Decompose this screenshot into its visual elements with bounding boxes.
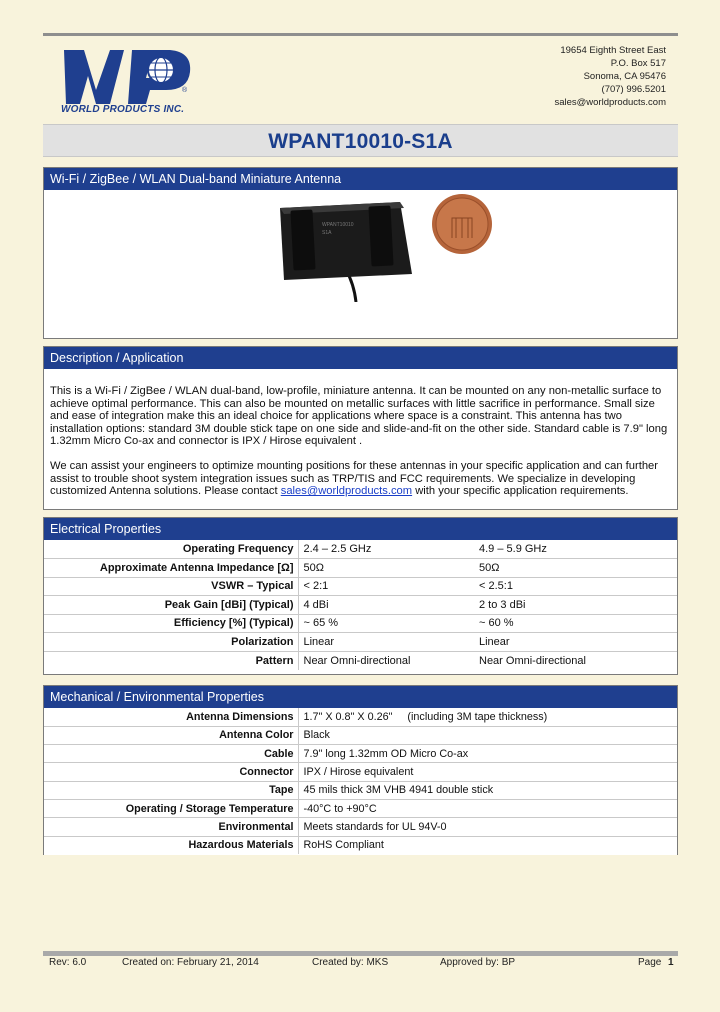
product-section [43,167,678,339]
footer [43,956,678,970]
sales-email-link[interactable]: sales@worldproducts.com [280,485,413,498]
property-value-band1: Near Omni-directional [303,654,411,667]
table-row [44,614,677,633]
page-number: 1 [668,957,674,968]
header [43,38,678,124]
description-paragraph: This is a Wi-Fi / ZigBee / WLAN dual-band, low-profile, miniature antenna. It can be mounted on any non-metallic surface to achieve optimal performance. This can also be mounted on metallic surfaces with little sacrifice in performance. Small size and ease of integration make this an ideal choice for applications where space is a constraint. This antenna has two installation options: standard 3M double stick tape on one side and slide-and-fit on the other side. Standard cable is 7.9" long 1.32mm Micro Co-ax and connector is IPX / Hirose equivalent . [50,385,668,448]
mechanical-section-heading: Mechanical / Environmental Properties [44,686,677,708]
table-row [44,781,677,799]
property-value-band1: < 2:1 [298,577,474,596]
table-row [44,596,677,615]
contact-text-end: with your specific application requirements. [412,485,629,498]
electrical-table [44,540,677,670]
email-line[interactable]: sales@worldproducts.com [554,97,666,108]
property-label: Approximate Antenna Impedance [Ω] [44,559,298,578]
property-value: Black [298,726,677,744]
table-row [44,708,677,726]
table-row [44,633,677,652]
property-value-band2: 50Ω [474,559,677,578]
table-row [44,836,677,854]
property-value-band1: 4 dBi [298,596,474,615]
property-value-band2: Linear [474,633,677,652]
property-label: VSWR – Typical [44,577,298,596]
property-label: Hazardous Materials [44,836,298,854]
table-row [44,651,677,670]
description-body [44,369,677,498]
address-line: P.O. Box 517 [610,58,666,69]
description-section-heading: Description / Application [44,347,677,369]
description-section [43,346,678,510]
address-line: Sonoma, CA 95476 [583,71,666,82]
property-label: Operating / Storage Temperature [44,799,298,817]
property-value-band1: 50Ω [298,559,474,578]
property-label: Antenna Color [44,726,298,744]
product-section-heading: Wi-Fi / ZigBee / WLAN Dual-band Miniature Antenna [44,168,677,190]
property-value: 1.7" X 0.8" X 0.26" (including 3M tape thickness) [298,708,677,726]
property-value: 7.9" long 1.32mm OD Micro Co-ax [298,745,677,763]
property-value-band2: Near Omni-directional [479,654,586,667]
property-value-band2: 4.9 – 5.9 GHz [474,540,677,559]
property-label: Efficiency [%] (Typical) [44,614,298,633]
property-label: Peak Gain [dBi] (Typical) [44,596,298,615]
title-band [43,124,678,157]
contact-text: We can assist your engineers to optimize mounting positions for these antennas in your specific application and can further assist to trouble shoot system integration issues such as TRP/TIS and FCC requirements. We specialize in developing customized Antenna solutions. Please contact [50,459,658,498]
property-value-band1: ~ 65 % [298,614,474,633]
property-label: Connector [44,763,298,781]
top-rule [43,33,678,36]
created-by: Created by: MKS [312,957,389,968]
description-paragraph [50,460,671,498]
electrical-section [43,517,678,675]
property-value-band1: Linear [298,633,474,652]
company-address [554,44,666,109]
page-label: Page [638,957,662,968]
table-row [44,818,677,836]
table-row [44,540,677,559]
mechanical-section [43,685,678,855]
created-on: Created on: February 21, 2014 [122,957,259,968]
property-value: 45 mils thick 3M VHB 4941 double stick [298,781,677,799]
logo-text: WORLD PRODUCTS INC. [61,104,185,115]
phone-line: (707) 996.5201 [601,84,666,95]
electrical-section-heading: Electrical Properties [44,518,677,540]
property-value-band2: < 2.5:1 [474,577,677,596]
mechanical-table [44,708,677,854]
property-label: Polarization [44,633,298,652]
table-row [44,577,677,596]
table-row [44,745,677,763]
property-value: IPX / Hirose equivalent [298,763,677,781]
property-value: RoHS Compliant [303,839,384,852]
svg-text:WPANT10010: WPANT10010 [322,222,354,228]
product-title: WPANT10010-S1A [268,130,453,153]
property-label: Environmental [44,818,298,836]
table-row [44,559,677,578]
property-value: -40°C to +90°C [298,799,677,817]
property-label: Pattern [44,651,298,670]
property-label: Operating Frequency [44,540,298,559]
svg-text:S1A: S1A [322,230,332,236]
table-row [44,763,677,781]
property-value-band2: 2 to 3 dBi [474,596,677,615]
property-label: Antenna Dimensions [44,708,298,726]
property-label: Tape [44,781,298,799]
property-label: Cable [44,745,298,763]
table-row [44,726,677,744]
approved-by: Approved by: BP [440,957,516,968]
property-value: Meets standards for UL 94V-0 [298,818,677,836]
property-value-band1: 2.4 – 2.5 GHz [298,540,474,559]
product-photo [234,194,494,302]
svg-text:®: ® [182,87,188,94]
table-row [44,799,677,817]
address-line: 19654 Eighth Street East [560,45,666,56]
revision: Rev: 6.0 [49,957,87,968]
property-value-band2: ~ 60 % [474,614,677,633]
